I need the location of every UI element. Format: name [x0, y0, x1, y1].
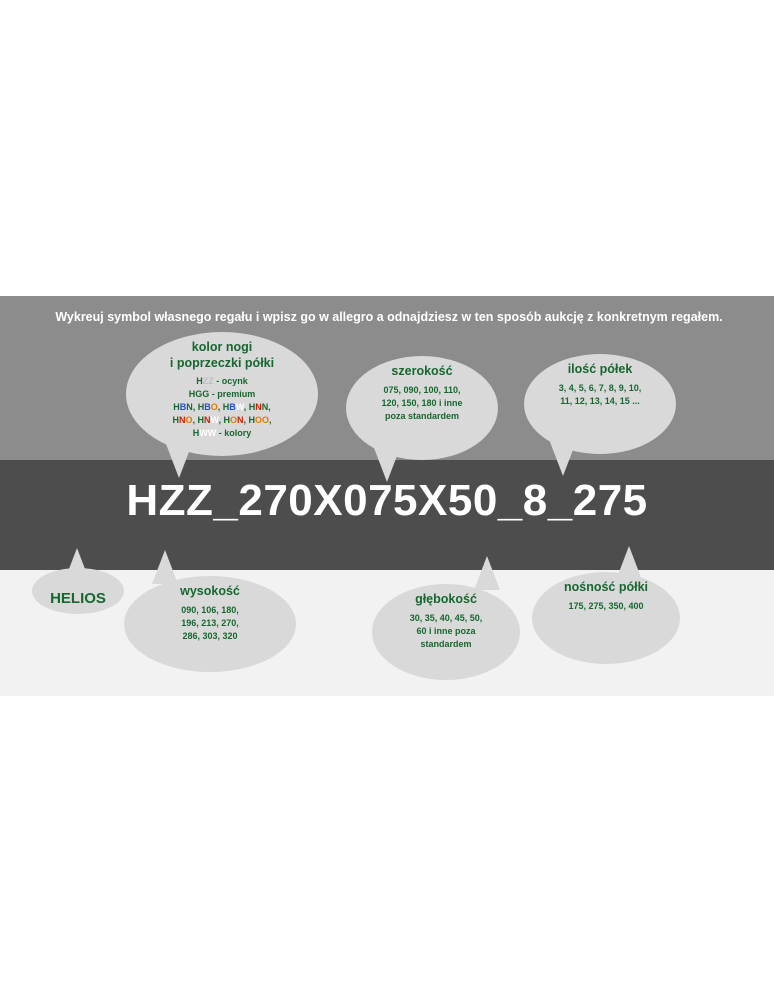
kolor-nogi-line-1: HGG - premium: [188, 389, 256, 400]
callout-glebokosc: [372, 584, 520, 680]
wysokosc-line-0: 090, 106, 180,: [181, 604, 239, 615]
callout-title-kolor-nogi-line1: kolor nogi: [191, 340, 253, 354]
szerokosc-line-1: 120, 150, 180 i inne: [381, 397, 463, 408]
callout-title-kolor-nogi-line2: i poprzeczki półki: [169, 355, 275, 370]
symbol-explainer-diagram: [0, 296, 774, 696]
ilosc-polek-line-1: 11, 12, 13, 14, 15 ...: [560, 395, 640, 406]
callout-title-szerokosc: szerokość: [391, 364, 453, 378]
kolor-nogi-line-3: HNO, HNW, HON, HOO,: [172, 415, 272, 426]
callout-body-glebokosc: [378, 612, 514, 651]
callout-title-kolor-nogi: [132, 340, 312, 371]
glebokosc-line-0: 30, 35, 40, 45, 50,: [409, 612, 483, 623]
ilosc-polek-line-0: 3, 4, 5, 6, 7, 8, 9, 10,: [558, 382, 642, 393]
callout-body-ilosc-polek: [530, 382, 670, 408]
callout-ilosc-polek: [524, 354, 676, 454]
callout-title-ilosc-polek: ilość półek: [567, 362, 633, 376]
kolor-nogi-line-2: HBN, HBO, HBW, HNN,: [173, 402, 271, 413]
callout-helios: [32, 568, 124, 614]
szerokosc-line-2: poza standardem: [384, 410, 460, 421]
glebokosc-line-2: standardem: [420, 638, 472, 649]
nosnosc-polki-line-0: 175, 275, 350, 400: [568, 600, 644, 611]
instruction-headline: Wykreuj symbol własnego regału i wpisz go w allegro a odnajdziesz w ten sposób aukcję z konkretnym regałem.: [55, 310, 723, 324]
callout-wysokosc: [124, 576, 296, 672]
callout-body-wysokosc: [130, 604, 290, 643]
callout-body-kolor-nogi: [132, 375, 312, 440]
callout-title-wysokosc: wysokość: [180, 584, 240, 598]
wysokosc-line-1: 196, 213, 270,: [181, 617, 239, 628]
szerokosc-line-0: 075, 090, 100, 110,: [383, 384, 461, 395]
callout-body-nosnosc-polki: [538, 600, 674, 613]
callout-title-nosnosc-polki: nośność półki: [563, 580, 649, 594]
callout-title-glebokosc: głębokość: [415, 592, 477, 606]
callout-kolor-nogi: [126, 332, 318, 456]
callout-tail-glebokosc: [474, 556, 500, 590]
callout-tail-wysokosc: [152, 550, 178, 584]
kolor-nogi-line-0: HZZ - ocynk: [196, 376, 248, 387]
wysokosc-line-2: 286, 303, 320: [182, 630, 238, 641]
callout-title-helios: HELIOS: [50, 590, 106, 607]
kolor-nogi-line-4: HWW - kolory: [192, 428, 252, 439]
glebokosc-line-1: 60 i inne poza: [416, 625, 476, 636]
callout-szerokosc: [346, 356, 498, 460]
callout-nosnosc-polki: [532, 572, 680, 664]
product-code: HZZ_270X075X50_8_275: [126, 476, 648, 525]
callout-body-szerokosc: [352, 384, 492, 423]
